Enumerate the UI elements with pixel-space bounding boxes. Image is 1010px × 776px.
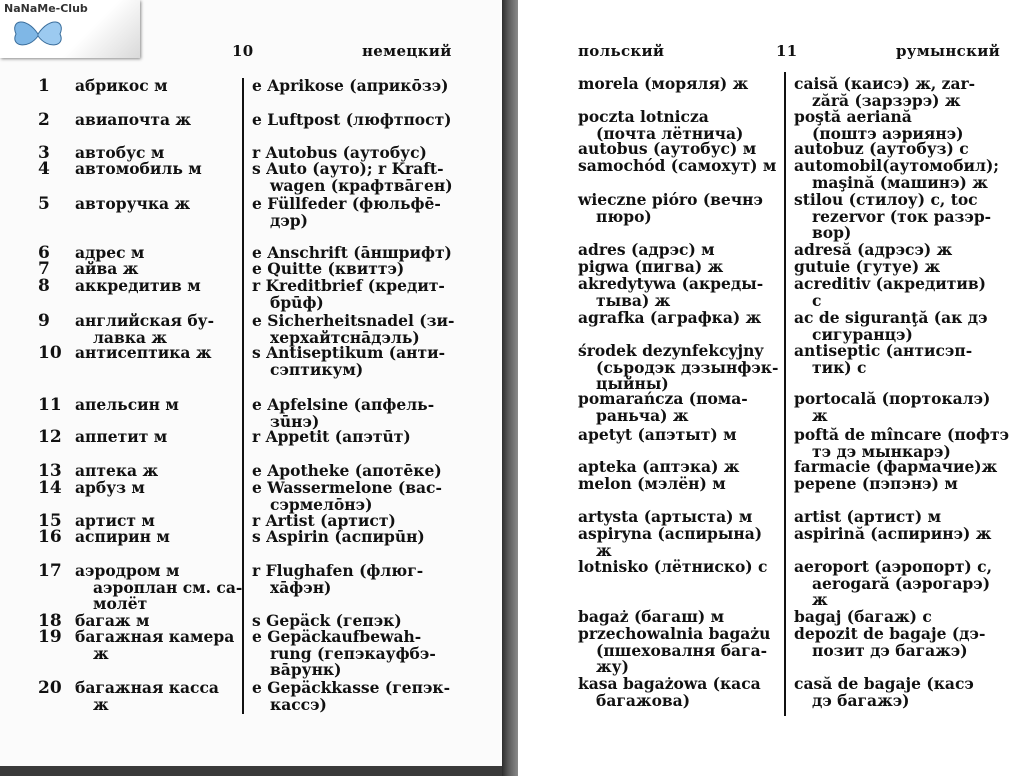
german-term [252, 196, 452, 229]
text-line: pomarańcza (пома- [578, 389, 748, 408]
text-line: херхайтснāдэль) [270, 327, 420, 347]
left-page [0, 0, 502, 766]
german-term [252, 345, 452, 378]
text-line: дэ багажэ) [812, 690, 910, 710]
polish-term [578, 109, 778, 142]
german-term [252, 680, 452, 713]
polish-term [578, 276, 778, 309]
text-line: ж [596, 540, 612, 560]
text-line: samochód (самохут) м [578, 156, 777, 175]
text-line: s Antiseptikum (анти- [252, 343, 446, 362]
romanian-term [794, 476, 1004, 493]
text-line: авиапочта ж [75, 110, 192, 129]
russian-term [75, 680, 245, 713]
entry-number: 15 [38, 511, 62, 531]
text-line: пюро) [596, 206, 652, 226]
german-term [252, 278, 452, 311]
text-line: artysta (артыста) м [578, 507, 753, 526]
text-line: (поштэ аэриянэ) [812, 123, 964, 143]
text-line: айва ж [75, 259, 139, 278]
text-line: аэроплан см. са- [93, 577, 243, 597]
text-line: depozit de bagaje (дэ- [794, 624, 986, 643]
text-line: автобус м [75, 143, 165, 162]
entry-number: 16 [38, 527, 62, 547]
text-line: абрикос м [75, 76, 168, 95]
text-line: środek dezynfekcyjny [578, 341, 764, 360]
entry-number: 5 [38, 194, 50, 214]
entry-number: 8 [38, 276, 50, 296]
german-term [252, 629, 452, 679]
polish-term [578, 76, 778, 93]
text-line: e Füllfeder (фюльфē- [252, 194, 441, 213]
text-line: e Apfelsine (апфель- [252, 395, 435, 414]
text-line: антисептика ж [75, 343, 212, 362]
romanian-term [794, 192, 1004, 242]
entry-number: 11 [38, 395, 62, 415]
polish-term [578, 476, 778, 493]
text-line: аэродром м [75, 561, 180, 580]
romanian-term [794, 76, 1004, 109]
entry-number: 18 [38, 611, 62, 631]
text-line: e Sicherheitsnadel (зи- [252, 311, 455, 330]
text-line: s Aspirin (аспирūн) [252, 527, 425, 546]
entry-number: 17 [38, 561, 62, 581]
russian-term [75, 161, 245, 178]
header-language-romanian: румынский [896, 42, 1001, 60]
text-line: bagaż (багаш) м [578, 607, 725, 626]
entry-number: 4 [38, 159, 50, 179]
text-line: ж [93, 694, 109, 714]
romanian-term [794, 626, 1004, 659]
text-line: wieczne pióro (вечнэ [578, 190, 763, 209]
text-line: автомобиль м [75, 159, 202, 178]
text-line: багажова) [596, 690, 691, 710]
romanian-term [794, 310, 1004, 343]
text-line: caisă (каисэ) ж, zar- [794, 74, 976, 93]
text-line: artist (артист) м [794, 507, 942, 526]
text-line: сэптикум) [270, 359, 364, 379]
romanian-term [794, 109, 1004, 142]
text-line: adresă (адрэсэ) ж [794, 240, 953, 259]
polish-term [578, 391, 778, 424]
text-line: арбуз м [75, 478, 145, 497]
text-line: цыйны) [596, 374, 669, 393]
russian-term [75, 278, 245, 295]
entry-number: 2 [38, 110, 50, 130]
column-divider [784, 72, 786, 716]
header-language-polish: польский [578, 42, 665, 60]
text-line: кассэ) [270, 694, 327, 714]
romanian-term [794, 158, 1004, 191]
text-line: с [812, 290, 822, 310]
entry-number: 3 [38, 143, 50, 163]
text-line: poczta lotnicza [578, 107, 709, 126]
text-line: acreditiv (акредитив) [794, 274, 986, 293]
text-line: stilou (стилоу) с, toc [794, 190, 978, 209]
header-language-german: немецкий [362, 42, 452, 60]
russian-term [75, 480, 245, 497]
text-line: тыва) ж [596, 290, 671, 310]
text-line: poftă de mîncare (пофтэ [794, 425, 1010, 444]
german-term [252, 529, 452, 546]
text-line: брūф) [270, 292, 324, 312]
page-number-left: 10 [232, 42, 254, 60]
entry-number: 20 [38, 678, 62, 698]
polish-term [578, 192, 778, 225]
text-line: (почта лётнича) [596, 123, 744, 143]
text-line: ж [93, 643, 109, 663]
entry-number: 7 [38, 259, 50, 279]
german-term [252, 161, 452, 194]
text-line: maşină (машинэ) ж [812, 172, 988, 192]
russian-term [75, 563, 245, 613]
text-line: akredytywa (акреды- [578, 274, 764, 293]
text-line: r Autobus (аутобус) [252, 143, 427, 162]
text-line: e Aprikose (априкōзэ) [252, 76, 449, 95]
text-line: automobil(аутомобил); [794, 156, 1000, 175]
text-line: английская бу- [75, 311, 215, 330]
text-line: r Artist (артист) [252, 511, 396, 530]
text-line: adres (адрэс) м [578, 240, 715, 259]
text-line: zără (зарзэрэ) ж [812, 90, 961, 110]
polish-term [578, 310, 778, 327]
text-line: вāрунк) [270, 660, 342, 679]
text-line: bagaj (багаж) с [794, 607, 932, 626]
site-logo [0, 0, 140, 58]
text-line: e Gepäckkasse (гепэк- [252, 678, 451, 697]
page-number-right: 11 [776, 42, 798, 60]
text-line: багаж м [75, 611, 150, 630]
text-line: артист м [75, 511, 155, 530]
text-line: раньча) ж [596, 405, 689, 425]
entry-number: 14 [38, 478, 62, 498]
text-line: хāфэн) [270, 577, 332, 597]
text-line: e Anschrift (āншрифт) [252, 243, 452, 262]
text-line: e Luftpost (люфтпост) [252, 110, 452, 129]
polish-term [578, 559, 778, 576]
text-line: aspirină (аспиринэ) ж [794, 524, 992, 543]
text-line: portocală (портокалэ) [794, 389, 991, 408]
text-line: апельсин м [75, 395, 179, 414]
logo-text: NaNaMe-Club [4, 2, 88, 15]
book-gutter [502, 0, 518, 776]
german-term [252, 112, 452, 129]
text-line: aerogară (аэрогарэ) [812, 573, 991, 593]
romanian-term [794, 559, 1004, 609]
russian-term [75, 78, 245, 95]
text-line: сэрмелōнэ) [270, 494, 373, 514]
german-term [252, 429, 452, 446]
text-line: agrafka (аграфка) ж [578, 308, 762, 327]
text-line: тик) с [812, 357, 867, 377]
text-line: ж [812, 590, 828, 609]
russian-term [75, 196, 245, 213]
text-line: r Kreditbrief (кредит- [252, 276, 445, 295]
text-line: адрес м [75, 243, 145, 262]
text-line: e Wassermelone (вас- [252, 478, 442, 497]
entry-number: 1 [38, 76, 50, 96]
text-line: apteka (аптэка) ж [578, 457, 740, 476]
text-line: аптека ж [75, 461, 159, 480]
german-term [252, 397, 452, 430]
entry-number: 10 [38, 343, 62, 363]
russian-term [75, 629, 245, 662]
text-line: лавка ж [93, 327, 168, 347]
text-line: przechowalnia bagażu [578, 624, 771, 643]
romanian-term [794, 676, 1004, 709]
text-line: pigwa (пигва) ж [578, 257, 724, 276]
text-line: (сьродэк дэзынфэк- [596, 357, 779, 377]
romanian-term [794, 276, 1004, 309]
text-line: ж [812, 405, 828, 425]
romanian-term [794, 343, 1004, 376]
text-line: casă de bagaje (касэ [794, 674, 974, 693]
text-line: жу) [596, 657, 629, 676]
text-line: rezervor (ток разэр- [812, 206, 992, 226]
german-term [252, 78, 452, 95]
text-line: aeroport (аэропорт) с, [794, 557, 992, 576]
polish-term [578, 158, 778, 175]
polish-term [578, 343, 778, 393]
entry-number: 9 [38, 311, 50, 331]
text-line: багажная камера [75, 627, 235, 646]
text-line: багажная касса [75, 678, 219, 697]
russian-term [75, 397, 245, 414]
entry-number: 19 [38, 627, 62, 647]
text-line: молёт [93, 594, 148, 613]
text-line: apetyt (апэтыт) м [578, 425, 737, 444]
russian-term [75, 429, 245, 446]
text-line: r Appetit (апэтūт) [252, 427, 411, 446]
german-term [252, 311, 455, 347]
text-line: зūнэ) [270, 411, 320, 431]
entry-number: 13 [38, 461, 62, 481]
text-line: autobuz (аутобуз) с [794, 139, 969, 158]
text-line: аппетит м [75, 427, 168, 446]
text-line: ac de siguranţă (ак дэ [794, 308, 988, 327]
text-line: gutuie (гутуе) ж [794, 257, 941, 276]
text-line: antiseptic (антисэп- [794, 341, 973, 360]
entry-number: 6 [38, 243, 50, 263]
text-line: s Auto (ауто); r Kraft- [252, 159, 444, 178]
text-line: дэр) [270, 210, 308, 230]
russian-term [75, 313, 245, 346]
text-line: (пшеховалня бага- [596, 640, 768, 660]
polish-term [578, 427, 778, 444]
text-line: тэ дэ мынкарэ) [812, 441, 951, 461]
text-line: morela (моряля) ж [578, 74, 749, 93]
text-line: pepene (пэпэнэ) м [794, 474, 958, 493]
text-line: вор) [812, 223, 852, 242]
text-line: rung (гепэкауфбэ- [270, 643, 436, 663]
romanian-term [794, 391, 1004, 424]
page-shadow [0, 766, 502, 776]
russian-term [75, 529, 245, 546]
text-line: позит дэ багажэ) [812, 640, 968, 660]
polish-term [578, 676, 778, 709]
romanian-term [794, 526, 1004, 543]
text-line: e Quitte (квиттэ) [252, 259, 405, 278]
text-line: r Flughafen (флюг- [252, 561, 424, 580]
text-line: e Apotheke (апотēке) [252, 461, 442, 480]
butterfly-icon [8, 14, 68, 54]
text-line: авторучка ж [75, 194, 191, 213]
right-page [518, 0, 1010, 776]
text-line: lotnisko (лётниско) с [578, 557, 768, 576]
text-line: poştă aeriană [794, 107, 912, 126]
text-line: e Gepäckaufbewah- [252, 627, 422, 646]
german-term [252, 563, 452, 596]
text-line: autobus (аутобус) м [578, 139, 757, 158]
german-term [252, 480, 452, 513]
russian-term [75, 345, 245, 362]
text-line: aspiryna (аспирына) [578, 524, 763, 543]
text-line: kasa bagażowa (каса [578, 674, 761, 693]
text-line: melon (мэлён) м [578, 474, 726, 493]
polish-term [578, 626, 778, 676]
text-line: аккредитив м [75, 276, 201, 295]
polish-term [578, 526, 778, 559]
text-line: аспирин м [75, 527, 170, 546]
text-line: сигуранцэ) [812, 324, 913, 344]
text-line: s Gepäck (гепэк) [252, 611, 402, 630]
russian-term [75, 112, 245, 129]
romanian-term [794, 425, 1010, 461]
entry-number: 12 [38, 427, 62, 447]
text-line: wagen (крафтвāген) [270, 175, 453, 195]
text-line: farmacie (фармачие)ж [794, 457, 998, 476]
